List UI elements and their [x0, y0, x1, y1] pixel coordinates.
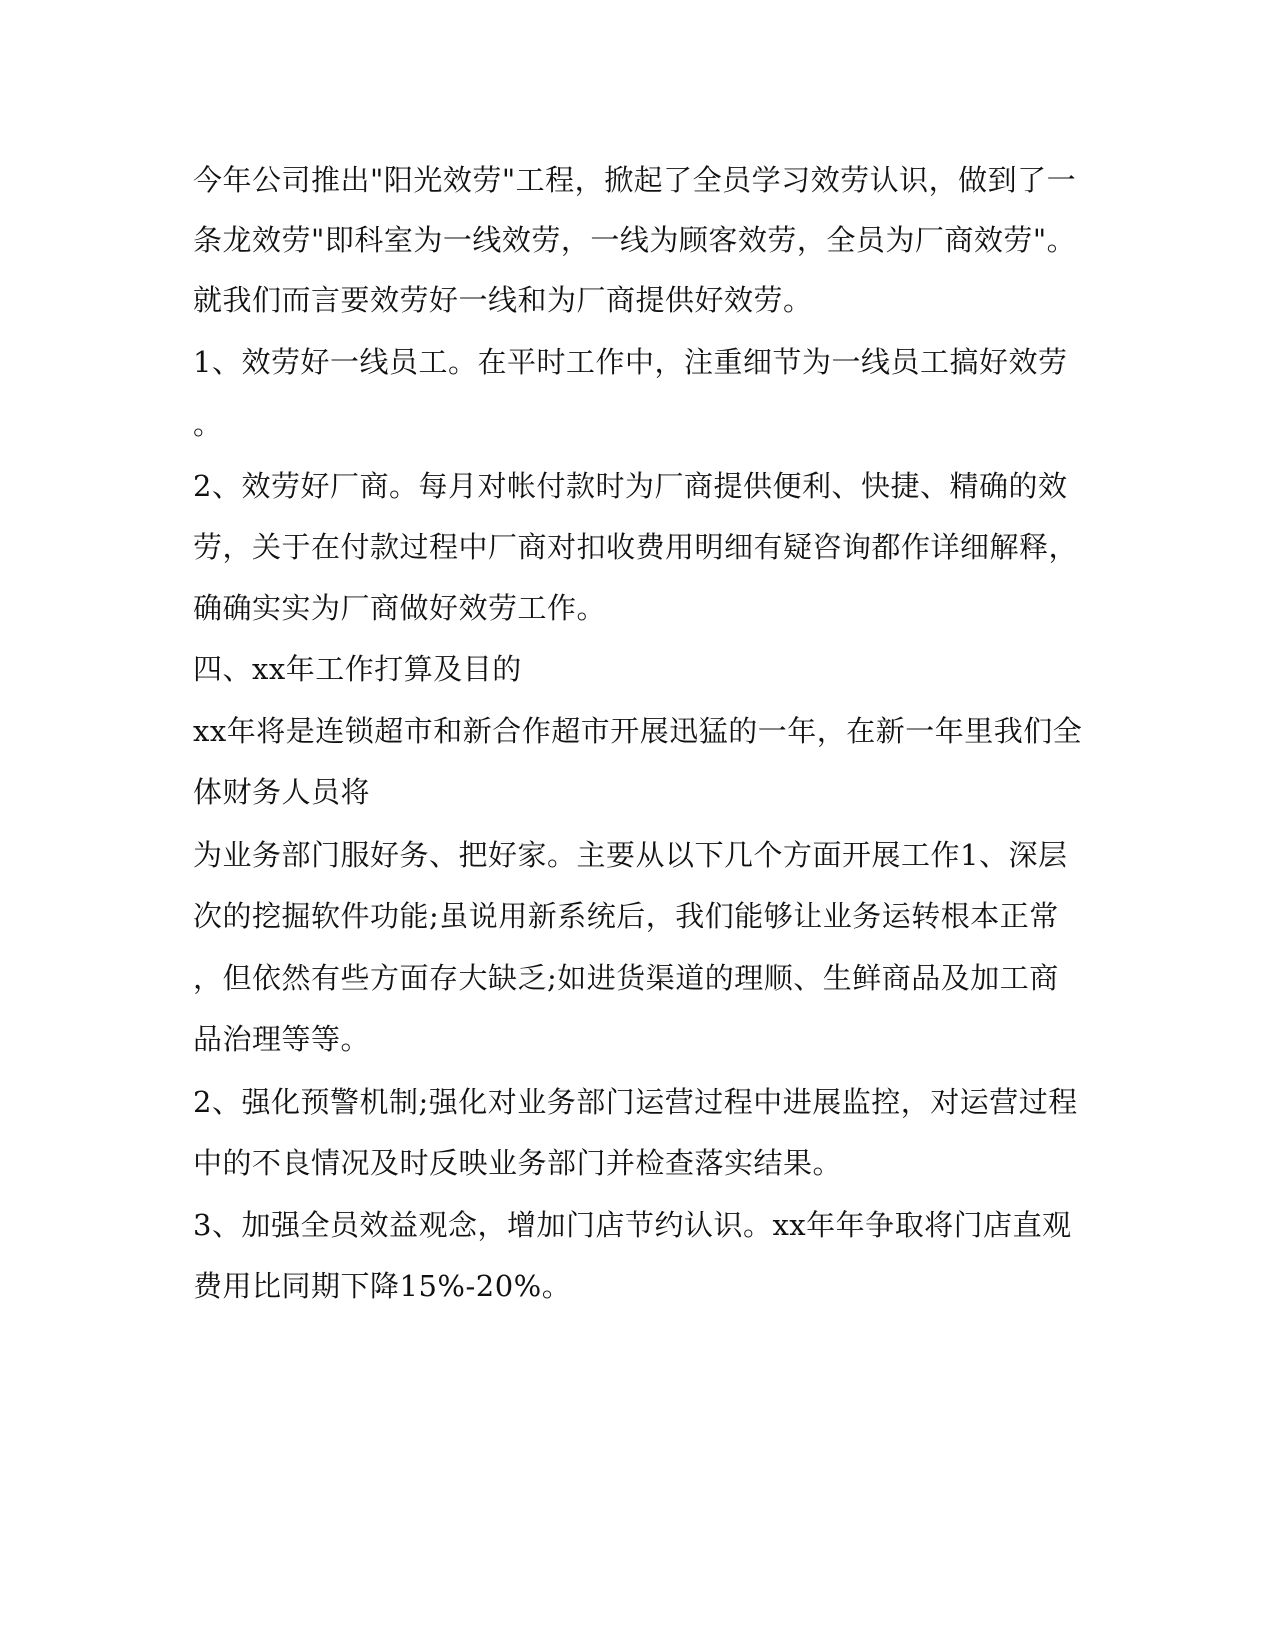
list-item-line: 中的不良情况及时反映业务部门并检查落实结果。	[193, 1146, 843, 1180]
paragraph-line: ，但依然有些方面存大缺乏;如进货渠道的理顺、生鲜商品及加工商	[193, 961, 1059, 995]
list-item-line: 。	[193, 407, 223, 441]
list-item-line: 2、强化预警机制;强化对业务部门运营过程中进展监控，对运营过程	[193, 1085, 1078, 1119]
paragraph-line: 条龙效劳"即科室为一线效劳，一线为顾客效劳，全员为厂商效劳"。	[193, 223, 1077, 257]
list-item-line: 费用比同期下降15%-20%。	[193, 1269, 572, 1303]
paragraph-line: 今年公司推出"阳光效劳"工程，掀起了全员学习效劳认识，做到了一	[193, 163, 1077, 197]
list-item-line: 确确实实为厂商做好效劳工作。	[193, 591, 607, 625]
paragraph-line: 次的挖掘软件功能;虽说用新系统后，我们能够让业务运转根本正常	[193, 899, 1059, 933]
section-heading: 四、xx年工作打算及目的	[193, 652, 522, 686]
paragraph-line: 品治理等等。	[193, 1022, 371, 1056]
list-item-line: 1、效劳好一线员工。在平时工作中，注重细节为一线员工搞好效劳	[193, 345, 1068, 379]
list-item-line: 2、效劳好厂商。每月对帐付款时为厂商提供便利、快捷、精确的效	[193, 469, 1068, 503]
list-item-line: 3、加强全员效益观念，增加门店节约认识。xx年年争取将门店直观	[193, 1208, 1072, 1242]
paragraph-line: 就我们而言要效劳好一线和为厂商提供好效劳。	[193, 283, 813, 317]
paragraph-line: 体财务人员将	[193, 775, 371, 809]
paragraph-line: 为业务部门服好务、把好家。主要从以下几个方面开展工作1、深层	[193, 838, 1068, 872]
list-item-line: 劳，关于在付款过程中厂商对扣收费用明细有疑咨询都作详细解释，	[193, 530, 1079, 564]
paragraph-line: xx年将是连锁超市和新合作超市开展迅猛的一年，在新一年里我们全	[193, 714, 1083, 748]
